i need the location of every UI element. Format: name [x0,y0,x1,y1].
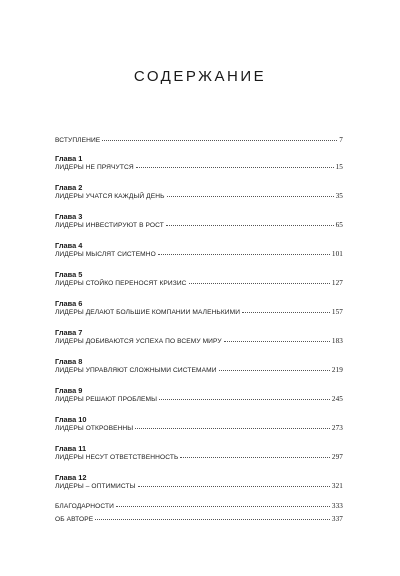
chapter-heading: Глава 1 [55,154,83,163]
dot-leader [116,505,330,507]
toc-entry-row [55,221,343,230]
dot-leader [135,427,330,429]
chapter-heading: Глава 12 [55,473,87,482]
chapter-heading: Глава 11 [55,444,87,453]
toc-entry-intro[interactable] [55,136,343,145]
dot-leader [95,518,330,520]
toc-page-number: 321 [331,482,343,490]
chapter-heading: Глава 8 [55,357,83,366]
dot-leader [224,340,330,342]
toc-chapter-entry[interactable] [55,386,343,404]
dot-leader [219,369,330,371]
chapter-heading: Глава 4 [55,241,83,250]
toc-page-number: 35 [335,192,343,200]
toc-entry-label: ЛИДЕРЫ МЫСЛЯТ СИСТЕМНО [55,251,156,258]
toc-page-number: 157 [331,308,343,316]
toc-chapter-entry[interactable] [55,444,343,462]
toc-page-number: 65 [335,221,343,229]
toc-page-number: 297 [331,453,343,461]
chapter-heading: Глава 7 [55,328,83,337]
toc-entry-row [55,482,343,491]
toc-chapter-entry[interactable] [55,473,343,491]
dot-leader [189,282,330,284]
toc-entry-label: ОБ АВТОРЕ [55,516,94,523]
chapter-heading: Глава 6 [55,299,83,308]
toc-entry-row [55,279,343,288]
toc-chapter-entry[interactable] [55,270,343,288]
toc-entry-ending[interactable] [55,502,343,511]
toc-entry-row [55,453,343,462]
toc-chapter-entry[interactable] [55,415,343,433]
chapter-heading: Глава 9 [55,386,83,395]
toc-entry-label: ЛИДЕРЫ ИНВЕСТИРУЮТ В РОСТ [55,222,164,229]
table-of-contents [55,136,343,528]
dot-leader [136,166,334,168]
toc-entry-row [55,163,343,172]
toc-entry-row [55,308,343,317]
chapter-heading: Глава 3 [55,212,83,221]
toc-entry-label: ЛИДЕРЫ УЧАТСЯ КАЖДЫЙ ДЕНЬ [55,193,165,200]
toc-entry-label: ЛИДЕРЫ СТОЙКО ПЕРЕНОСЯТ КРИЗИС [55,280,187,287]
toc-page-number: 101 [331,250,343,258]
toc-page-number: 219 [331,366,343,374]
toc-entry-row [55,366,343,375]
toc-page-number: 7 [339,136,343,144]
dot-leader [167,195,334,197]
chapter-heading: Глава 2 [55,183,83,192]
dot-leader [158,253,330,255]
toc-entry-row [55,337,343,346]
toc-entry-label: ЛИДЕРЫ ОТКРОВЕННЫ [55,425,134,432]
toc-page-number: 337 [331,515,343,523]
toc-chapter-entry[interactable] [55,212,343,230]
toc-entry-label: ЛИДЕРЫ НЕ ПРЯЧУТСЯ [55,164,134,171]
toc-page-number: 15 [335,163,343,171]
toc-entry-row [55,395,343,404]
toc-entry-label: ЛИДЕРЫ УПРАВЛЯЮТ СЛОЖНЫМИ СИСТЕМАМИ [55,367,217,374]
chapter-heading: Глава 10 [55,415,87,424]
dot-leader [102,139,337,141]
toc-page-number: 127 [331,279,343,287]
dot-leader [166,224,334,226]
toc-chapter-entry[interactable] [55,328,343,346]
dot-leader [180,456,329,458]
toc-entry-label: ЛИДЕРЫ – ОПТИМИСТЫ [55,483,136,490]
chapter-list [55,154,343,491]
toc-entry-label: ВСТУПЛЕНИЕ [55,137,101,144]
toc-chapter-entry[interactable] [55,241,343,259]
toc-chapter-entry[interactable] [55,154,343,172]
toc-page-number: 183 [331,337,343,345]
page-title: СОДЕРЖАНИЕ [133,68,267,85]
chapter-heading: Глава 5 [55,270,83,279]
toc-entry-label: ЛИДЕРЫ ДЕЛАЮТ БОЛЬШИЕ КОМПАНИИ МАЛЕНЬКИМИ [55,309,241,316]
dot-leader [159,398,330,400]
toc-entry-ending[interactable] [55,515,343,524]
toc-entry-label: ЛИДЕРЫ НЕСУТ ОТВЕТСТВЕННОСТЬ [55,454,179,461]
toc-entry-label: ЛИДЕРЫ ДОБИВАЮТСЯ УСПЕХА ПО ВСЕМУ МИРУ [55,338,222,345]
toc-chapter-entry[interactable] [55,299,343,317]
toc-entry-row [55,250,343,259]
dot-leader [242,311,330,313]
ending-list [55,502,343,524]
toc-chapter-entry[interactable] [55,183,343,201]
toc-chapter-entry[interactable] [55,357,343,375]
toc-entry-label: БЛАГОДАРНОСТИ [55,503,114,510]
toc-entry-row [55,424,343,433]
dot-leader [138,485,330,487]
toc-page-number: 273 [331,424,343,432]
toc-page-number: 333 [331,502,343,510]
toc-entry-label: ЛИДЕРЫ РЕШАЮТ ПРОБЛЕМЫ [55,396,158,403]
toc-page-number: 245 [331,395,343,403]
toc-entry-row [55,192,343,201]
